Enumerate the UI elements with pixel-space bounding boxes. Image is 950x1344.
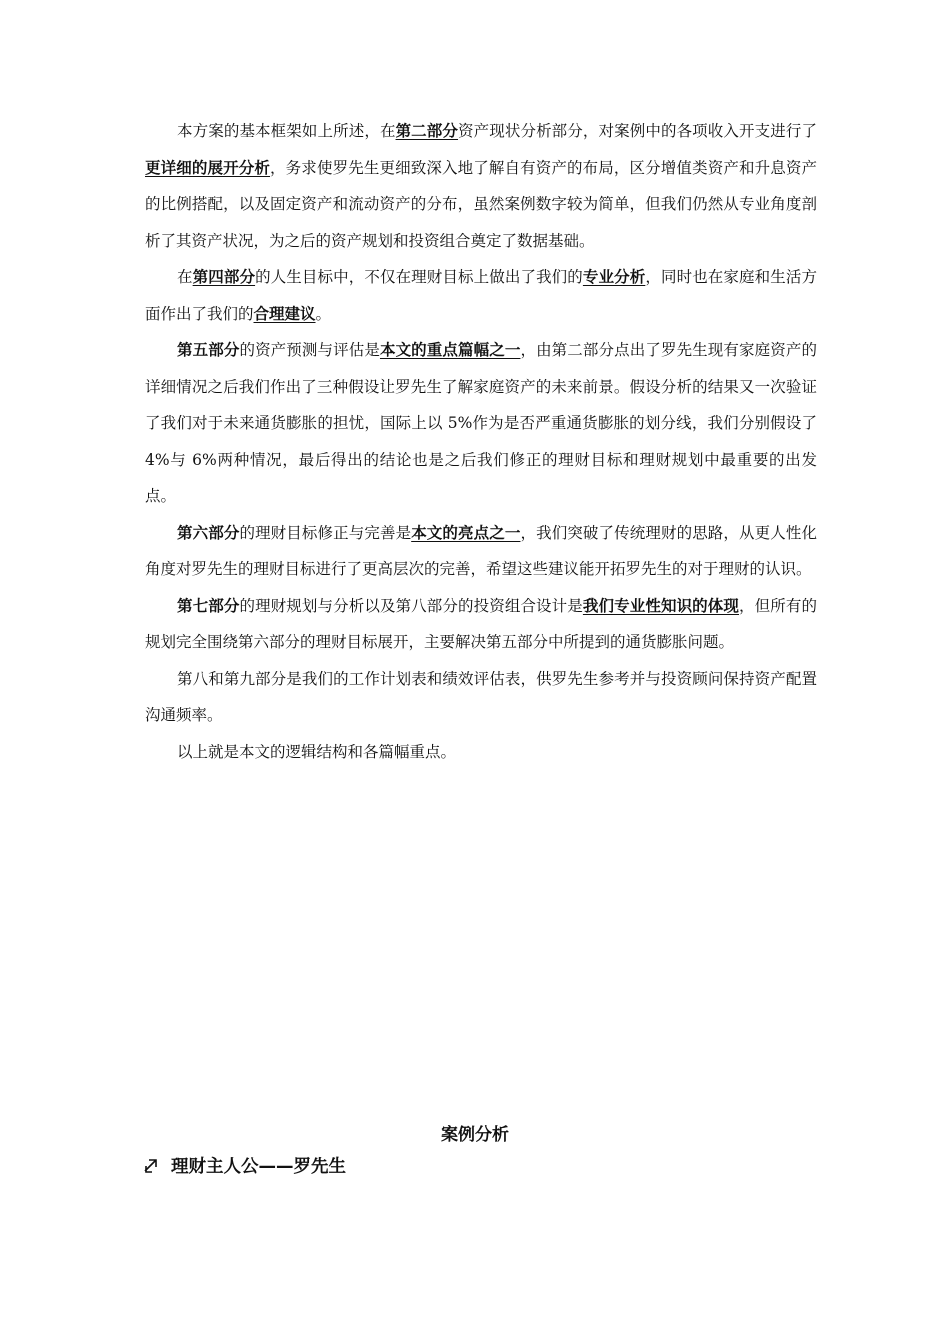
text-run: ，我们突破了传统理财的思路，从更人性化角度对罗先生的理财目标进行了更高层次的完善，希望这些建议能开拓罗先生的对于理财的认识。 [145,523,817,578]
text-run: 的资产预测与评估是 [239,341,380,359]
emphasis-text: 专业分析 [582,268,646,286]
emphasis-text: 第七部分 [177,596,240,615]
arrow-bullet-icon [143,1157,161,1175]
section-title: 案例分析 [441,1125,509,1145]
subheading [143,1153,346,1178]
paragraph [145,588,817,661]
text-run: ，务求使罗先生更细致深入地了解自有资产的布局，区分增值类资产和升息资产的比例搭配，以及固定资产和流动资产的分布，虽然案例数字较为简单，但我们仍然从专业角度剖析了其资产状况，为之后的资产规划和投资组合奠定了数据基础。 [145,158,817,250]
paragraph [145,661,817,734]
emphasis-text: 本文的亮点之一 [411,523,521,542]
text-run: 的理财目标修正与完善是 [239,523,412,542]
text-run: 在 [177,268,193,286]
paragraph [145,332,817,515]
text-run: 的人生目标中，不仅在理财目标上做出了我们的 [255,268,583,286]
text-run: 第八和第九部分是我们的工作计划表和绩效评估表，供罗先生参考并与投资顾问保持资产配置沟通频率。 [145,669,817,724]
text-run: 资产现状分析部分，对案例中的各项收入开支进行了 [458,122,817,140]
paragraph [145,113,817,259]
text-run: ，同时也在家庭和生活方面作出了我们的 [145,268,817,323]
emphasis-text: 第六部分 [177,523,240,542]
emphasis-text: 我们专业性知识的体现 [582,596,740,615]
emphasis-text: 合理建议 [253,304,316,323]
subheading-text: 理财主人公——罗先生 [171,1157,346,1177]
body-text [145,113,817,770]
paragraph [145,515,817,588]
text-run: 以上就是本文的逻辑结构和各篇幅重点。 [177,742,457,761]
text-run: ，由第二部分点出了罗先生现有家庭资产的详细情况之后我们作出了三种假设让罗先生了解家庭资产的未来前景。假设分析的结果又一次验证了我们对于未来通货膨胀的担忧，国际上以 5%作为是否严重通货膨胀的划分线，我们分别假设了 4%与 6%两种情况，最后得出的结论也是之后我们修正的理财目标和理财规划中最重要的出发点。 [145,341,817,505]
paragraph [145,734,817,771]
paragraph [145,259,817,332]
text-run: 本方案的基本框架如上所述，在 [177,122,396,140]
emphasis-text: 第四部分 [192,268,256,286]
emphasis-text: 更详细的展开分析 [145,158,271,177]
emphasis-text: 第五部分 [177,341,240,359]
emphasis-text: 本文的重点篇幅之一 [379,341,521,359]
text-run: 。 [315,304,332,323]
text-run: ，但所有的规划完全围绕第六部分的理财目标展开，主要解决第五部分中所提到的通货膨胀问题。 [145,596,817,651]
text-run: 的理财规划与分析以及第八部分的投资组合设计是 [239,596,583,615]
emphasis-text: 第二部分 [395,122,459,140]
